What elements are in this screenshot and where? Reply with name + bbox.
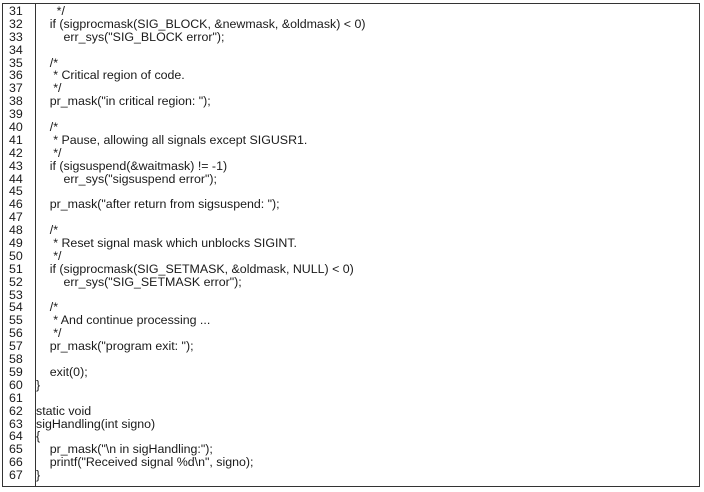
line-number: 39 xyxy=(9,107,23,122)
line-number: 66 xyxy=(9,455,23,470)
line-text: if (sigprocmask(SIG_SETMASK, &oldmask, NULL) < 0) xyxy=(36,261,354,276)
line-number: 37 xyxy=(9,81,23,96)
line-text: } xyxy=(36,468,41,483)
line-text: pr_mask("after return from sigsuspend: "); xyxy=(36,197,280,212)
line-number: 63 xyxy=(9,416,23,431)
code-line xyxy=(9,160,695,173)
line-text: static void xyxy=(36,403,92,418)
line-number: 48 xyxy=(9,223,23,238)
code-line xyxy=(9,405,695,418)
code-line xyxy=(9,289,695,302)
line-number: 46 xyxy=(9,197,23,212)
code-line xyxy=(9,95,695,108)
line-number: 44 xyxy=(9,171,23,186)
line-number: 43 xyxy=(9,158,23,173)
line-text: pr_mask("\n in sigHandling:"); xyxy=(36,442,213,457)
line-number: 49 xyxy=(9,236,23,251)
line-number: 34 xyxy=(9,42,23,57)
line-text: * Reset signal mask which unblocks SIGINT. xyxy=(36,236,297,251)
line-text xyxy=(36,44,695,57)
line-number: 33 xyxy=(9,29,23,44)
code-listing xyxy=(9,5,695,482)
line-text: * And continue processing ... xyxy=(36,313,211,328)
line-text: */ xyxy=(36,248,62,263)
code-line xyxy=(9,314,695,327)
code-line xyxy=(9,69,695,82)
line-text: /* xyxy=(36,223,59,238)
code-line xyxy=(9,18,695,31)
line-number: 31 xyxy=(9,4,23,18)
line-text: pr_mask("in critical region: "); xyxy=(36,94,211,109)
line-text xyxy=(36,353,695,366)
line-text: sigHandling(int signo) xyxy=(36,416,156,431)
line-number: 35 xyxy=(9,55,23,70)
line-number: 42 xyxy=(9,145,23,160)
code-line xyxy=(9,31,695,44)
line-number: 60 xyxy=(9,377,23,392)
line-text: printf("Received signal %d\n", signo); xyxy=(36,455,254,470)
line-number: 47 xyxy=(9,210,23,225)
line-text: */ xyxy=(36,145,62,160)
line-number: 36 xyxy=(9,68,23,83)
line-text: /* xyxy=(36,55,59,70)
code-listing-frame xyxy=(2,3,700,487)
line-text: */ xyxy=(36,4,65,18)
line-text: if (sigsuspend(&waitmask) != -1) xyxy=(36,158,228,173)
line-text: */ xyxy=(36,326,62,341)
line-text: /* xyxy=(36,120,59,135)
line-text: { xyxy=(36,429,41,444)
code-line xyxy=(9,173,695,186)
line-text: } xyxy=(36,377,41,392)
line-number: 56 xyxy=(9,326,23,341)
code-line xyxy=(9,469,695,482)
code-line xyxy=(9,198,695,211)
line-text: /* xyxy=(36,300,59,315)
line-number: 58 xyxy=(9,352,23,367)
code-line xyxy=(9,379,695,392)
code-line xyxy=(9,147,695,160)
line-text: err_sys("SIG_SETMASK error"); xyxy=(36,274,242,289)
line-number: 38 xyxy=(9,94,23,109)
line-number: 59 xyxy=(9,364,23,379)
code-line xyxy=(9,366,695,379)
line-text xyxy=(36,289,695,302)
code-line xyxy=(9,121,695,134)
code-line xyxy=(9,418,695,431)
line-text: * Critical region of code. xyxy=(36,68,185,83)
line-number: 52 xyxy=(9,274,23,289)
code-line xyxy=(9,211,695,224)
line-number: 32 xyxy=(9,16,23,31)
line-text xyxy=(36,108,695,121)
code-line xyxy=(9,353,695,366)
code-line xyxy=(9,5,695,18)
line-text: * Pause, allowing all signals except SIGUSR1. xyxy=(36,132,308,147)
code-line xyxy=(9,44,695,57)
code-line xyxy=(9,108,695,121)
line-text: err_sys("SIG_BLOCK error"); xyxy=(36,29,225,44)
code-line xyxy=(9,263,695,276)
code-line xyxy=(9,340,695,353)
line-number: 62 xyxy=(9,403,23,418)
line-text: if (sigprocmask(SIG_BLOCK, &newmask, &oldmask) < 0) xyxy=(36,16,366,31)
line-number: 64 xyxy=(9,429,23,444)
line-number: 45 xyxy=(9,184,23,199)
line-text: exit(0); xyxy=(36,364,88,379)
line-number: 65 xyxy=(9,442,23,457)
line-text xyxy=(36,211,695,224)
line-number: 61 xyxy=(9,390,23,405)
code-line xyxy=(9,250,695,263)
line-number: 55 xyxy=(9,313,23,328)
code-line xyxy=(9,237,695,250)
line-number: 51 xyxy=(9,261,23,276)
line-number: 57 xyxy=(9,339,23,354)
code-line xyxy=(9,392,695,405)
line-number: 41 xyxy=(9,132,23,147)
line-number: 53 xyxy=(9,287,23,302)
line-text xyxy=(36,392,695,405)
line-number: 50 xyxy=(9,248,23,263)
line-number: 67 xyxy=(9,468,23,483)
code-line xyxy=(9,456,695,469)
code-line xyxy=(9,134,695,147)
code-line xyxy=(9,276,695,289)
line-number: 54 xyxy=(9,300,23,315)
line-text: */ xyxy=(36,81,62,96)
line-text: pr_mask("program exit: "); xyxy=(36,339,194,354)
line-text: err_sys("sigsuspend error"); xyxy=(36,171,217,186)
line-number: 40 xyxy=(9,120,23,135)
